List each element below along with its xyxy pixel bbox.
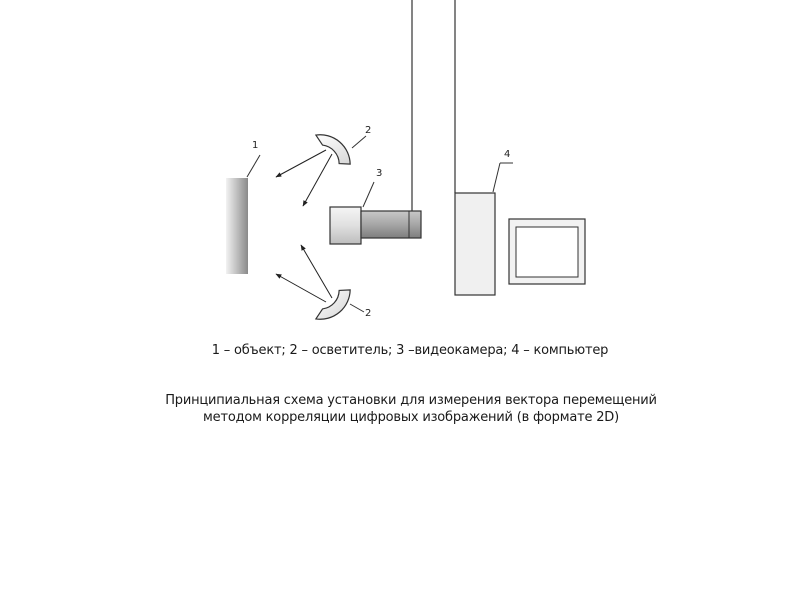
computer-monitor-screen bbox=[516, 227, 578, 277]
figure-caption bbox=[0, 392, 800, 426]
computer-system-unit bbox=[455, 193, 495, 295]
component-legend: 1 – объект; 2 – осветитель; 3 –видеокамера; 4 – компьютер bbox=[211, 343, 609, 358]
object-leader-line bbox=[247, 155, 260, 177]
computer-leader-line bbox=[493, 163, 500, 192]
computer-number-label: 4 bbox=[504, 149, 511, 160]
ray-bottom-to-object bbox=[276, 274, 326, 302]
illuminator-top-number-label: 2 bbox=[365, 125, 372, 136]
ray-top-to-object bbox=[276, 150, 326, 177]
illuminator-top bbox=[312, 134, 353, 165]
object-number-label: 1 bbox=[252, 140, 259, 151]
illuminator-bottom-leader-line bbox=[350, 304, 364, 312]
illuminator-top-leader-line bbox=[352, 136, 366, 148]
caption-line-1: Принципиальная схема установки для измерения вектора перемещений bbox=[165, 393, 657, 408]
object-specimen bbox=[226, 178, 248, 274]
ray-top-to-center bbox=[303, 154, 332, 206]
camera-lens bbox=[361, 211, 421, 238]
camera-body bbox=[330, 207, 361, 244]
camera-leader-line bbox=[363, 182, 374, 207]
camera-number-label: 3 bbox=[376, 168, 383, 179]
illuminator-bottom-number-label: 2 bbox=[365, 308, 372, 319]
illuminator-bottom bbox=[312, 289, 353, 320]
caption-line-2: методом корреляции цифровых изображений (в формате 2D) bbox=[203, 410, 619, 425]
